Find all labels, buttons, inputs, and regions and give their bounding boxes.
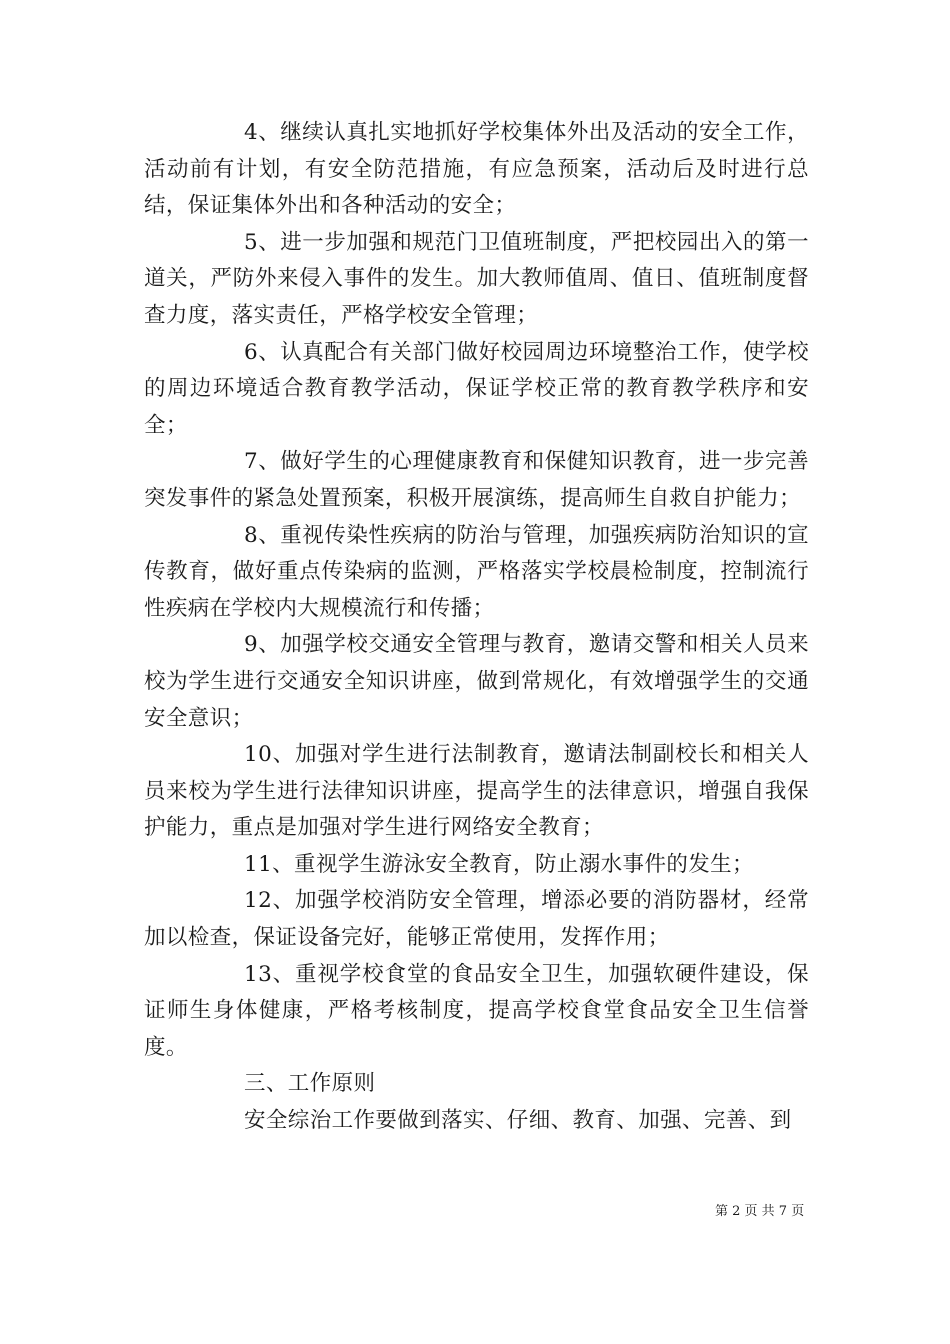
- paragraph-item-4: 4、继续认真扎实地抓好学校集体外出及活动的安全工作，活动前有计划，有安全防范措施，有应急预案，活动后及时进行总结，保证集体外出和各种活动的安全；: [144, 120, 809, 219]
- paragraph-item-5: 5、进一步加强和规范门卫值班制度，严把校园出入的第一道关，严防外来侵入事件的发生。加大教师值周、值日、值班制度督查力度，落实责任，严格学校安全管理；: [144, 229, 809, 328]
- document-body: [144, 115, 809, 1140]
- paragraph-item-10: 10、加强对学生进行法制教育，邀请法制副校长和相关人员来校为学生进行法律知识讲座，提高学生的法律意识，增强自我保护能力，重点是加强对学生进行网络安全教育；: [144, 742, 809, 841]
- paragraph-item-6: 6、认真配合有关部门做好校园周边环境整治工作，使学校的周边环境适合教育教学活动，保证学校正常的教育教学秩序和安全；: [144, 339, 809, 438]
- paragraph-item-11: 11、重视学生游泳安全教育，防止溺水事件的发生；: [244, 851, 754, 877]
- paragraph-item-8: 8、重视传染性疾病的防治与管理，加强疾病防治知识的宣传教育，做好重点传染病的监测，严格落实学校晨检制度，控制流行性疾病在学校内大规模流行和传播；: [144, 522, 809, 621]
- paragraph-item-9: 9、加强学校交通安全管理与教育，邀请交警和相关人员来校为学生进行交通安全知识讲座，做到常规化，有效增强学生的交通安全意识；: [144, 632, 809, 731]
- page-number-footer: 第 2 页 共 7 页: [715, 1204, 805, 1219]
- paragraph-item-13: 13、重视学校食堂的食品安全卫生，加强软硬件建设，保证师生身体健康，严格考核制度，提高学校食堂食品安全卫生信誉度。: [144, 961, 809, 1060]
- section-heading: 三、工作原则: [244, 1071, 376, 1097]
- paragraph-principles: 安全综治工作要做到落实、仔细、教育、加强、完善、到: [244, 1108, 792, 1134]
- paragraph-item-7: 7、做好学生的心理健康教育和保健知识教育，进一步完善突发事件的紧急处置预案，积极开展演练，提高师生自救自护能力；: [144, 449, 809, 511]
- paragraph-item-12: 12、加强学校消防安全管理，增添必要的消防器材，经常加以检查，保证设备完好，能够正常使用，发挥作用；: [144, 888, 809, 951]
